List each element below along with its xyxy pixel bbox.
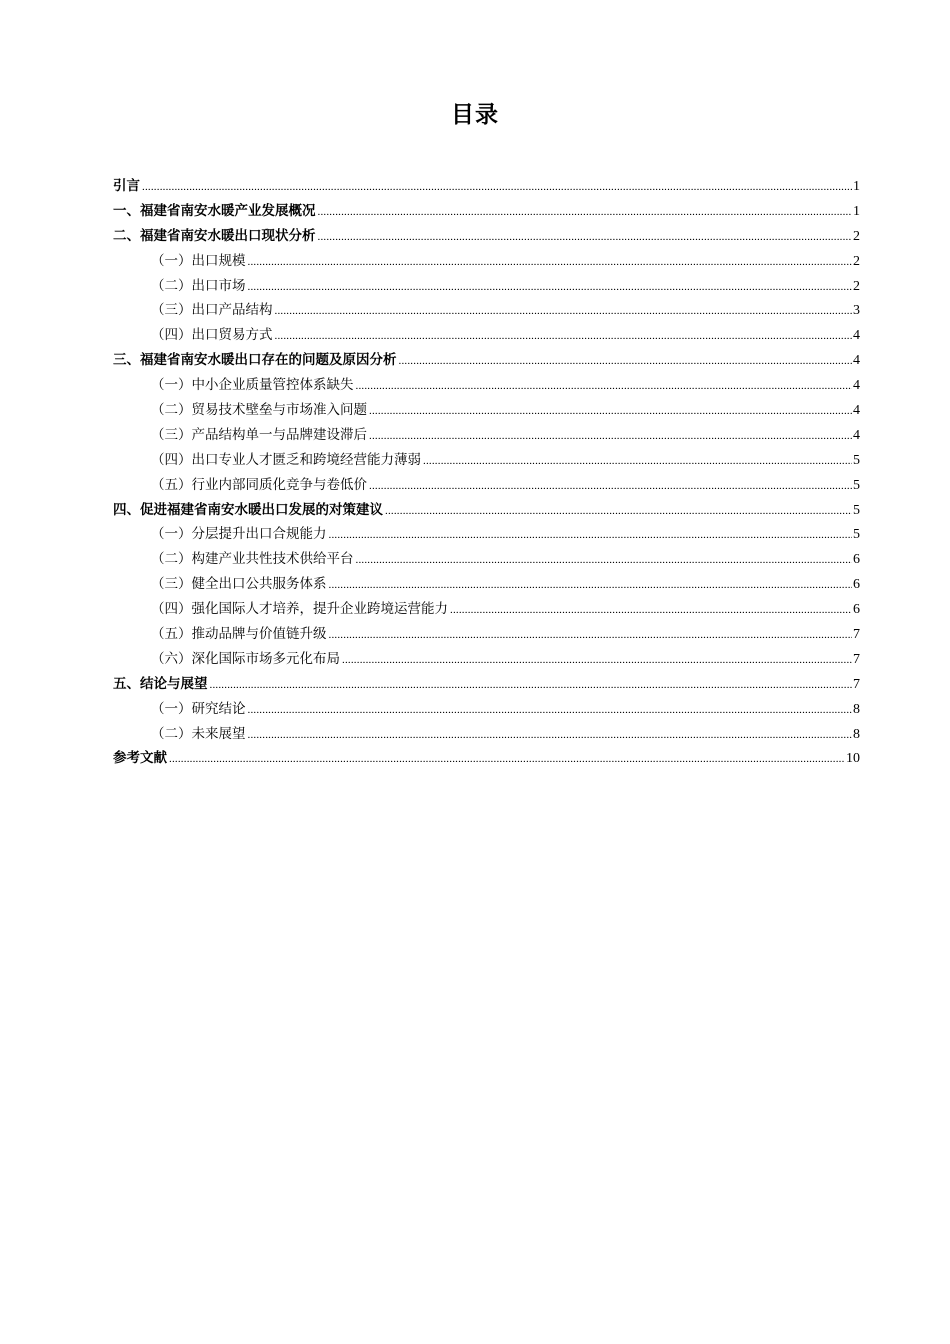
toc-entry-section[interactable] [113, 572, 860, 597]
toc-entry-label: （六）深化国际市场多元化布局 [151, 650, 340, 667]
toc-entry-label: （一）研究结论 [151, 700, 246, 717]
toc-dot-leader [329, 573, 853, 597]
toc-dot-leader [248, 275, 853, 299]
toc-entry-label: 参考文献 [113, 750, 167, 767]
toc-entry-page-number: 1 [853, 203, 860, 219]
toc-entry-label: （四）出口专业人才匮乏和跨境经营能力薄弱 [151, 451, 421, 468]
toc-entry-section[interactable] [113, 323, 860, 348]
toc-dot-leader [369, 424, 852, 448]
toc-entry-page-number: 2 [853, 228, 860, 244]
toc-dot-leader [369, 474, 852, 498]
toc-entry-label: （三）出口产品结构 [151, 302, 273, 319]
toc-entry-section[interactable] [113, 522, 860, 547]
toc-entry-section[interactable] [113, 398, 860, 423]
toc-entry-section[interactable] [113, 448, 860, 473]
toc-entry-label: （四）出口贸易方式 [151, 327, 273, 344]
toc-entry-page-number: 8 [853, 701, 860, 717]
toc-entry-chapter[interactable] [113, 224, 860, 249]
toc-entry-section[interactable] [113, 597, 860, 622]
toc-dot-leader [318, 200, 853, 224]
toc-entry-label: （二）未来展望 [151, 725, 246, 742]
toc-entry-page-number: 7 [853, 651, 860, 667]
toc-dot-leader [329, 623, 853, 647]
toc-entry-page-number: 6 [853, 602, 860, 618]
toc-dot-leader [248, 723, 853, 747]
toc-entry-chapter[interactable] [113, 672, 860, 697]
toc-entry-chapter[interactable] [113, 746, 860, 771]
toc-entry-label: （一）出口规模 [151, 252, 246, 269]
toc-dot-leader [369, 399, 852, 423]
toc-entry-section[interactable] [113, 373, 860, 398]
toc-entry-chapter[interactable] [113, 199, 860, 224]
toc-entry-chapter[interactable] [113, 174, 860, 199]
toc-entry-page-number: 3 [853, 303, 860, 319]
toc-entry-page-number: 4 [853, 328, 860, 344]
toc-entry-label: 五、结论与展望 [113, 675, 208, 692]
toc-dot-leader [385, 499, 852, 523]
toc-entry-label: （五）行业内部同质化竞争与卷低价 [151, 476, 367, 493]
toc-entry-label: （四）强化国际人才培养，提升企业跨境运营能力 [151, 601, 448, 618]
toc-entry-page-number: 2 [853, 253, 860, 269]
toc-entry-page-number: 7 [853, 627, 860, 643]
toc-entry-section[interactable] [113, 473, 860, 498]
toc-dot-leader [142, 175, 852, 199]
page-title: 目录 [451, 102, 499, 128]
toc-dot-leader [342, 648, 852, 672]
toc-entry-chapter[interactable] [113, 498, 860, 523]
toc-entry-label: （三）产品结构单一与品牌建设滞后 [151, 426, 367, 443]
toc-dot-leader [169, 747, 845, 771]
toc-entry-page-number: 4 [853, 378, 860, 394]
toc-entry-page-number: 5 [853, 502, 860, 518]
toc-entry-page-number: 4 [853, 403, 860, 419]
toc-entry-section[interactable] [113, 622, 860, 647]
toc-entry-section[interactable] [113, 249, 860, 274]
toc-entry-section[interactable] [113, 547, 860, 572]
toc-entry-page-number: 6 [853, 577, 860, 593]
toc-dot-leader [248, 698, 853, 722]
toc-dot-leader [356, 374, 853, 398]
toc-entry-section[interactable] [113, 298, 860, 323]
toc-dot-leader [318, 225, 853, 249]
toc-entry-label: 引言 [113, 178, 140, 194]
toc-entry-page-number: 1 [853, 179, 860, 194]
toc-entry-label: （一）中小企业质量管控体系缺失 [151, 377, 354, 394]
toc-dot-leader [248, 250, 853, 274]
toc-dot-leader [399, 349, 853, 373]
table-of-contents [113, 174, 860, 771]
toc-entry-label: 一、福建省南安水暖产业发展概况 [113, 202, 316, 219]
toc-entry-label: （五）推动品牌与价值链升级 [151, 626, 327, 643]
toc-entry-page-number: 4 [853, 427, 860, 443]
toc-entry-section[interactable] [113, 647, 860, 672]
toc-entry-label: （三）健全出口公共服务体系 [151, 576, 327, 593]
toc-dot-leader [356, 548, 853, 572]
toc-entry-page-number: 5 [853, 527, 860, 543]
toc-entry-page-number: 8 [853, 726, 860, 742]
toc-entry-page-number: 5 [853, 477, 860, 493]
toc-dot-leader [329, 523, 853, 547]
toc-entry-page-number: 7 [853, 676, 860, 692]
toc-entry-page-number: 6 [853, 552, 860, 568]
toc-entry-label: 三、福建省南安水暖出口存在的问题及原因分析 [113, 352, 397, 369]
toc-dot-leader [423, 449, 852, 473]
toc-entry-section[interactable] [113, 697, 860, 722]
toc-entry-label: 二、福建省南安水暖出口现状分析 [113, 227, 316, 244]
toc-entry-page-number: 10 [846, 751, 860, 767]
toc-dot-leader [210, 673, 853, 697]
toc-entry-section[interactable] [113, 274, 860, 299]
toc-entry-page-number: 4 [853, 353, 860, 369]
toc-entry-chapter[interactable] [113, 348, 860, 373]
toc-dot-leader [275, 299, 853, 323]
toc-entry-label: 四、促进福建省南安水暖出口发展的对策建议 [113, 501, 383, 518]
toc-entry-label: （二）贸易技术壁垒与市场准入问题 [151, 402, 367, 419]
toc-dot-leader [275, 324, 853, 348]
toc-entry-page-number: 5 [853, 452, 860, 468]
toc-entry-label: （二）出口市场 [151, 277, 246, 294]
toc-entry-section[interactable] [113, 423, 860, 448]
toc-entry-label: （一）分层提升出口合规能力 [151, 526, 327, 543]
toc-dot-leader [450, 598, 852, 622]
toc-entry-section[interactable] [113, 722, 860, 747]
toc-entry-page-number: 2 [853, 278, 860, 294]
toc-entry-label: （二）构建产业共性技术供给平台 [151, 551, 354, 568]
